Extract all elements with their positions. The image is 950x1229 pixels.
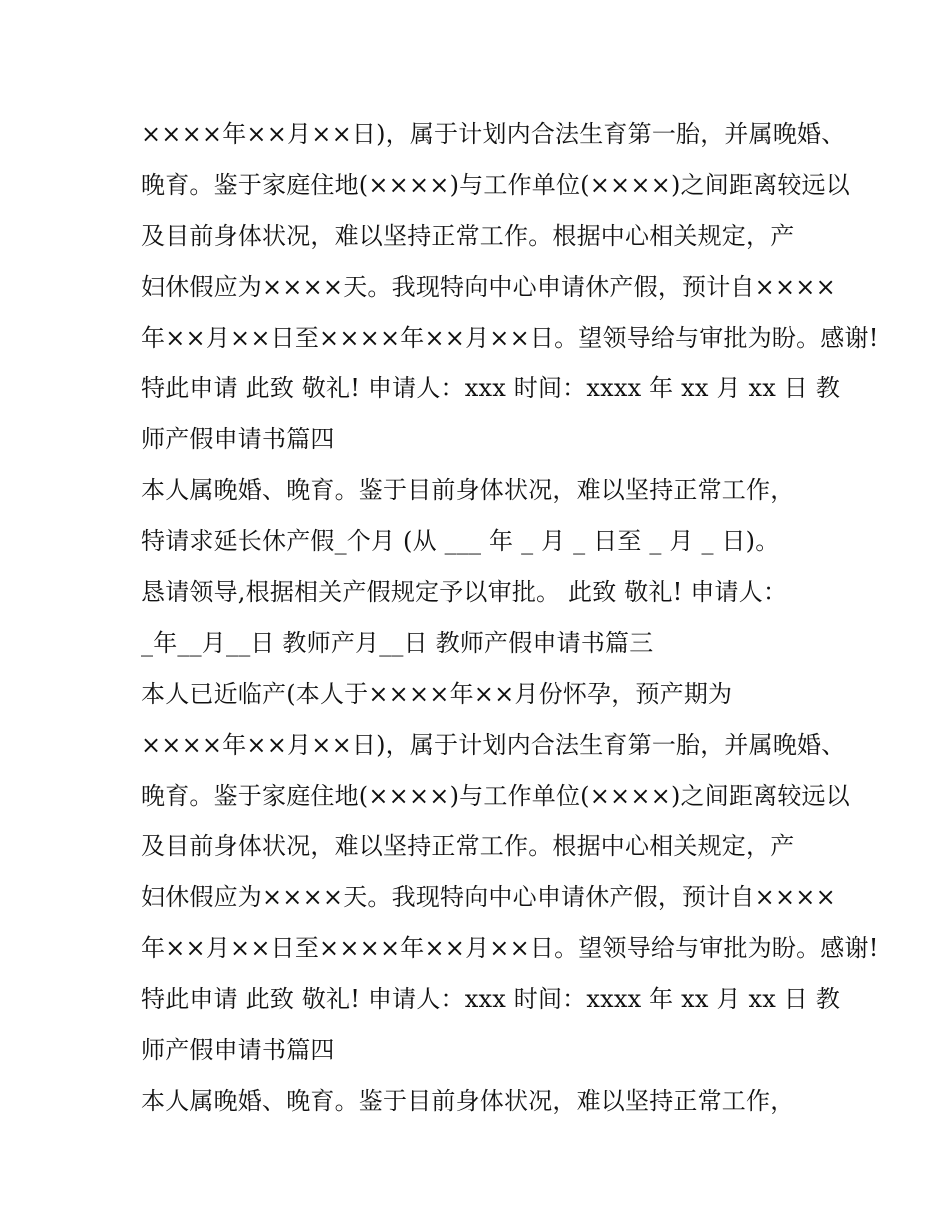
text-line: 年××月××日至××××年××月××日。望领导给与审批为盼。感谢! — [141, 323, 879, 352]
text-line: 本人属晚婚、晚育。鉴于目前身体状况，难以坚持正常工作， — [141, 476, 795, 505]
text-line: _年__月__日 教师产月__日 教师产假申请书篇三 — [141, 628, 654, 657]
text-line: 特此申请 此致 敬礼! 申请人：xxx 时间：xxxx 年 xx 月 xx 日 教 — [141, 985, 841, 1014]
text-line: 恳请领导,根据相关产假规定予以审批。 此致 敬礼! 申请人： — [141, 578, 788, 607]
text-line: 妇休假应为××××天。我现特向中心申请休产假，预计自×××× — [141, 883, 836, 912]
text-line: 师产假申请书篇四 — [141, 1036, 335, 1065]
text-line: ××××年××月××日)，属于计划内合法生育第一胎，并属晚婚、 — [141, 730, 846, 759]
text-line: 本人已近临产(本人于××××年××月份怀孕，预产期为 — [141, 679, 733, 708]
text-line: 特此申请 此致 敬礼! 申请人：xxx 时间：xxxx 年 xx 月 xx 日 教 — [141, 374, 841, 403]
text-line: 本人属晚婚、晚育。鉴于目前身体状况，难以坚持正常工作， — [141, 1086, 795, 1115]
text-line: 妇休假应为××××天。我现特向中心申请休产假，预计自×××× — [141, 272, 836, 301]
text-line: 及目前身体状况，难以坚持正常工作。根据中心相关规定，产 — [141, 832, 795, 861]
text-line: 师产假申请书篇四 — [141, 425, 335, 454]
text-line: 年××月××日至××××年××月××日。望领导给与审批为盼。感谢! — [141, 934, 879, 963]
document-body — [141, 109, 879, 1127]
text-line: 及目前身体状况，难以坚持正常工作。根据中心相关规定，产 — [141, 221, 795, 250]
text-line: ××××年××月××日)，属于计划内合法生育第一胎，并属晚婚、 — [141, 120, 846, 148]
text-line: 晚育。鉴于家庭住地(××××)与工作单位(××××)之间距离较远以 — [141, 170, 850, 199]
text-line: 晚育。鉴于家庭住地(××××)与工作单位(××××)之间距离较远以 — [141, 781, 850, 810]
text-line: 特请求延长休产假_个月 (从 ___ 年 _ 月 _ 日至 _ 月 _ 日)。 — [141, 527, 780, 556]
